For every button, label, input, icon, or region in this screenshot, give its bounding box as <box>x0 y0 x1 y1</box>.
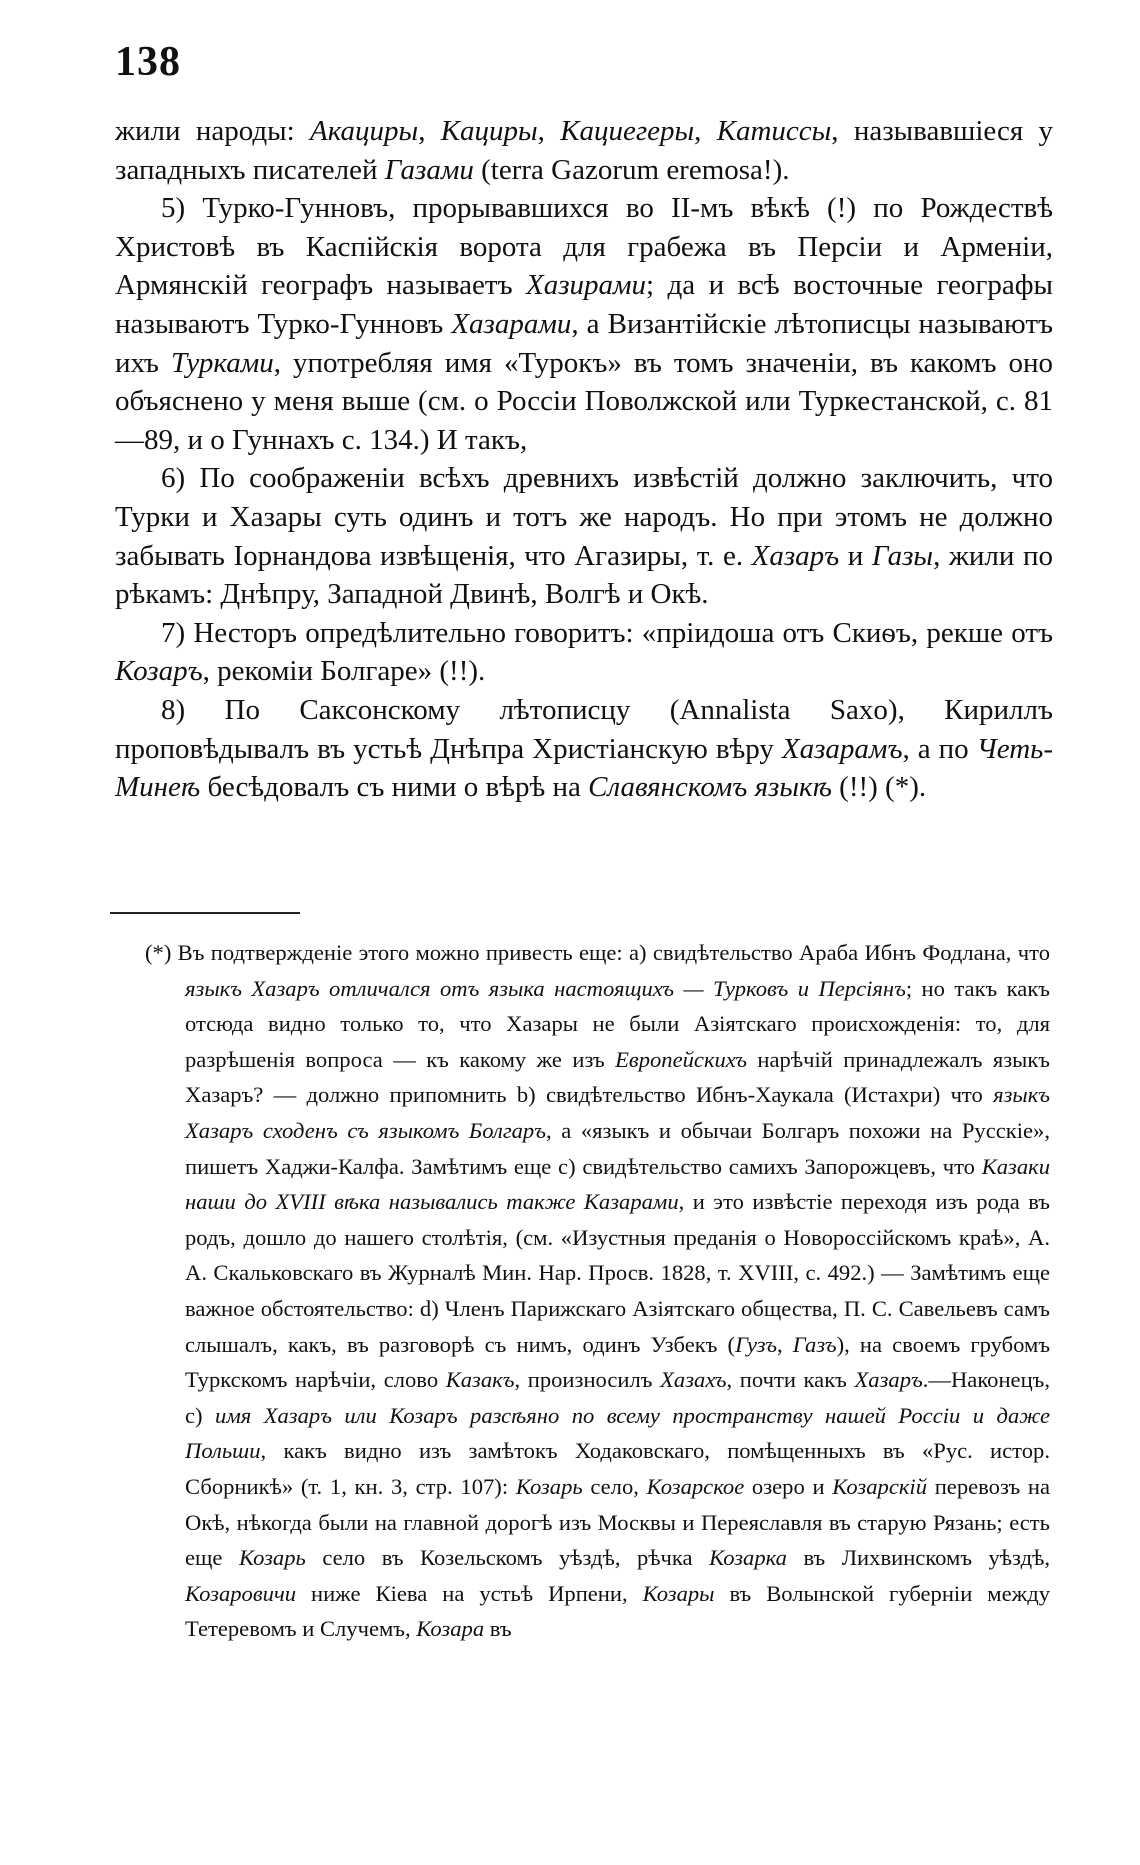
italic-run: Козарскій <box>832 1473 927 1499</box>
text-run: жили народы: <box>115 115 310 147</box>
text-run: , <box>694 115 717 147</box>
footnote-text <box>145 935 1050 1647</box>
text-run: , рекоміи Болгаре» (!!). <box>202 655 486 688</box>
text-run: ; да и всѣ восточные географы называютъ Турко-Гунновъ <box>115 269 1053 340</box>
text-run: , произносилъ <box>514 1367 661 1393</box>
text-run: , <box>776 1331 793 1357</box>
text-run: , а Византійскіе лѣтописцы называютъ ихъ <box>115 307 1053 379</box>
text-run: перевозъ на Окѣ, нѣкогда были на главной дорогѣ изъ Москвы и Переяславля въ старую Рязань; есть еще <box>185 1473 1050 1571</box>
italic-run: Козаровичи <box>185 1580 297 1606</box>
italic-run: Хазирами <box>526 269 647 302</box>
text-run: , называвшіеся у западныхъ писателей <box>115 115 1054 186</box>
italic-run: имя Хазаръ или Козаръ разсѣяно по всему пространству нашей Россіи и даже Польши <box>185 1402 1050 1464</box>
text-run: , жили по рѣкамъ: Днѣпру, Западной Двинѣ, Волгѣ и Окѣ. <box>115 539 1053 611</box>
paragraph-point-8 <box>115 691 1053 807</box>
italic-run: Турками <box>170 346 274 379</box>
text-run: , и это извѣстіе переходя изъ рода въ родъ, дошло до нашего столѣтія, (см. «Изустныя преданія о Новороссійскомъ краѣ», А. А. Скальковскаго въ Журналѣ Мин. Нар. Просв. 1828, т. XVIII, с. 492.) — Замѣтимъ еще важное обстоятельство: d) Членъ Парижскаго Азіятскаго общества, П. С. Савельевъ самъ слышалъ, какъ, въ разговорѣ съ нимъ, одинъ Узбекъ ( <box>185 1189 1050 1357</box>
text-run: 5) Турко-Гунновъ, прорывавшихся во II-мъ вѣкѣ (!) по Рождествѣ Христовѣ въ Каспійскія ворота для грабежа въ Персіи и Арменіи, Армянскій географъ называетъ <box>115 192 1053 302</box>
footnote-divider <box>110 912 300 914</box>
italic-run: языкъ Хазаръ сходенъ съ языкомъ Болгаръ <box>185 1082 1050 1143</box>
italic-run: Европейскихъ <box>615 1046 748 1072</box>
italic-run: Славянскомъ языкѣ <box>588 771 832 804</box>
italic-run: Газъ <box>792 1331 837 1357</box>
italic-run: Кациры <box>440 115 538 147</box>
italic-run: языкъ Хазаръ отличался отъ языка настоящихъ — Турковъ и Персіянъ <box>185 975 906 1001</box>
text-run: (!!) (*). <box>831 771 927 804</box>
text-run: , какъ видно изъ замѣтокъ Ходаковскаго, помѣщенныхъ въ «Рус. истор. Сборникѣ» (т. 1, кн. 3, стр. 107): <box>185 1438 1050 1499</box>
text-run: ; но такъ какъ отсюда видно только то, что Хазары не были Азіятскаго происхожденія: то, для разрѣшенія вопроса — къ какому же изъ <box>185 975 1050 1072</box>
italic-run: Козары <box>642 1580 715 1606</box>
text-run: (terra Gazorum eremosa!). <box>473 153 790 186</box>
text-run: (*) Въ подтвержденіе этого можно привесть еще: а) свидѣтельство Араба Ибнъ Фодлана, что <box>145 940 1050 965</box>
italic-run: Хазаръ <box>854 1367 923 1393</box>
text-run: , <box>418 115 441 147</box>
text-run: , почти какъ <box>726 1367 855 1393</box>
text-run: 8) По Саксонскому лѣтописцу (Annalista Saxo), Кириллъ проповѣдывалъ въ устьѣ Днѣпра Христіанскую вѣру <box>115 693 1053 765</box>
footnote <box>145 935 1050 1647</box>
text-run: въ Лихвинскомъ уѣздѣ, <box>786 1545 1050 1571</box>
italic-run: Газы <box>871 539 934 572</box>
text-run: , а «языкъ и обычаи Болгаръ похожи на Русскіе», пишетъ Хаджи-Калфа. Замѣтимъ еще c) свидѣтельство самихъ Запорожцевъ, что <box>185 1117 1050 1179</box>
text-run: село въ Козельскомъ уѣздѣ, рѣчка <box>305 1545 710 1571</box>
text-run: .—Наконецъ, c) <box>185 1367 1050 1428</box>
italic-run: Козарка <box>709 1545 787 1571</box>
italic-run: Хазахъ <box>660 1367 727 1393</box>
italic-run: Козарь <box>515 1473 583 1499</box>
text-run: ниже Кіева на устьѣ Ирпени, <box>296 1580 643 1606</box>
text-run: ), на своемъ грубомъ Туркскомъ нарѣчіи, слово <box>185 1331 1051 1393</box>
italic-run: Акациры <box>309 115 419 147</box>
italic-run: Четь-Минеѣ <box>115 732 1053 804</box>
text-run: въ <box>484 1616 512 1642</box>
italic-run: Кациегеры <box>560 115 695 147</box>
italic-run: Козара <box>416 1616 485 1642</box>
text-run: село, <box>582 1473 647 1499</box>
paragraph-point-5 <box>115 189 1053 459</box>
text-run: въ Волынской губерніи между Тетеревомъ и Случемъ, <box>185 1580 1050 1642</box>
italic-run: Козаръ <box>115 655 203 688</box>
text-run: озеро и <box>744 1473 833 1499</box>
page-number: 138 <box>115 39 181 85</box>
italic-run: Гузъ <box>735 1331 777 1357</box>
italic-run: Хазаръ <box>751 539 840 572</box>
italic-run: Катиссы <box>716 115 832 147</box>
italic-run: Казакъ <box>445 1367 515 1393</box>
text-run: 6) По соображеніи всѣхъ древнихъ извѣстій должно заключить, что Турки и Хазары суть одинъ и тотъ же народъ. Но при этомъ не должно забывать Іорнандова извѣщенія, что Агазиры, т. е. <box>115 462 1053 572</box>
italic-run: Козарь <box>238 1545 306 1571</box>
paragraph-point-7 <box>115 614 1053 691</box>
text-run: 7) Несторъ опредѣлительно говоритъ: «пріидоша отъ Скиѳъ, рекше отъ <box>161 616 1053 649</box>
paragraph-continuation <box>115 112 1053 189</box>
text-run: , <box>537 115 561 147</box>
italic-run: Казаки наши до XVIII вѣка назывались также Казарами <box>185 1153 1050 1215</box>
main-text <box>115 112 1053 807</box>
text-run: бесѣдовалъ съ ними о вѣрѣ на <box>200 771 589 804</box>
text-run: , употребляя имя «Турокъ» въ томъ значеніи, въ какомъ оно объяснено у меня выше (см. о Россіи Поволжской или Туркестанской, с. 81—89, и о Гуннахъ с. 134.) И такъ, <box>115 346 1053 456</box>
italic-run: Газами <box>384 153 474 186</box>
italic-run: Хазарами <box>451 307 572 340</box>
italic-run: Хазарамъ <box>781 732 903 765</box>
paragraph-point-6 <box>115 459 1053 613</box>
italic-run: Козарское <box>646 1473 745 1499</box>
text-run: и <box>839 539 872 572</box>
text-run: нарѣчій принадлежалъ языкъ Хазаръ? — должно припомнить b) свидѣтельство Ибнъ-Хаукала (Истахри) что <box>185 1046 1050 1108</box>
text-run: , а по <box>902 732 977 765</box>
